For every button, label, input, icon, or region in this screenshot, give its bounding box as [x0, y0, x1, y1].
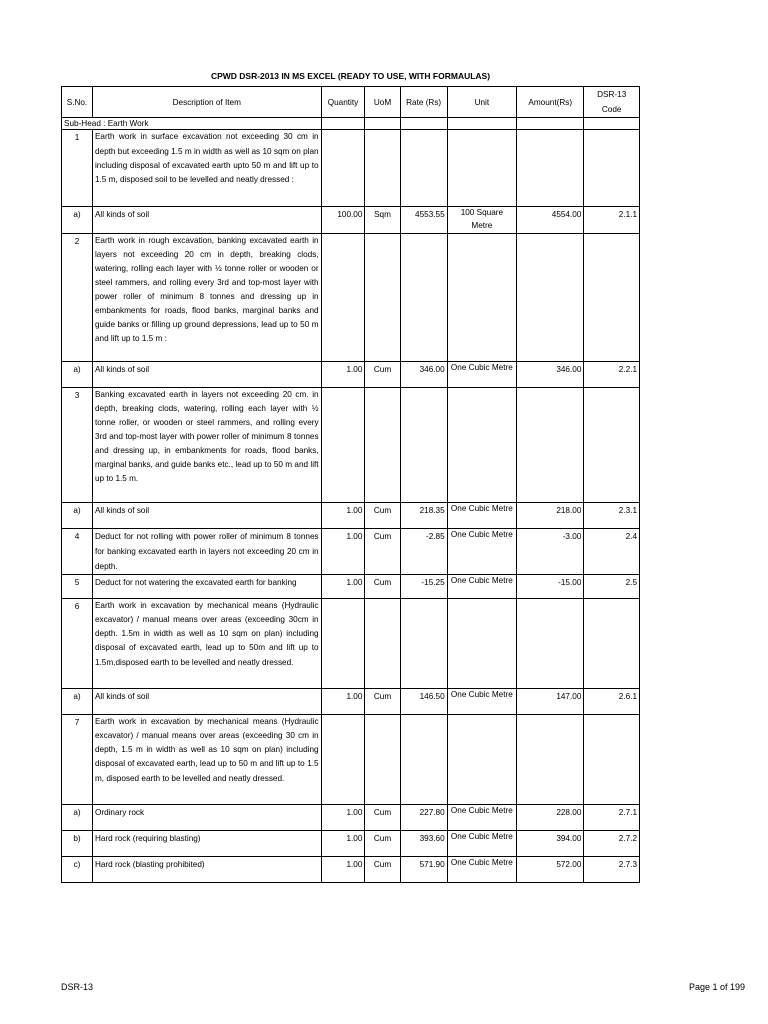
row-rate: 146.50: [400, 689, 447, 715]
header-code: DSR-13 Code: [584, 87, 640, 118]
table-row: [62, 130, 640, 207]
row-uom: Cum: [365, 361, 400, 387]
row-rate: -2.85: [400, 528, 447, 575]
footer-doc-label: DSR-13: [61, 982, 94, 992]
row-quantity: 1.00: [321, 575, 365, 599]
row-amount: [517, 599, 584, 689]
table-row: [62, 361, 640, 387]
row-quantity: [321, 387, 365, 502]
subhead-row: [62, 118, 640, 130]
row-description: All kinds of soil: [92, 361, 321, 387]
row-uom: Cum: [365, 805, 400, 831]
row-uom: [365, 387, 400, 502]
row-quantity: 1.00: [321, 805, 365, 831]
row-unit: 100 Square Metre: [447, 207, 516, 233]
row-sno: a): [62, 689, 93, 715]
row-amount: 346.00: [517, 361, 584, 387]
row-rate: [400, 599, 447, 689]
row-uom: [365, 599, 400, 689]
row-sno: c): [62, 857, 93, 883]
row-sno: 7: [62, 715, 93, 805]
row-description: Deduct for not rolling with power roller of minimum 8 tonnes for banking excavated earth in layers not exceeding 20 cm in depth.: [92, 528, 321, 575]
row-sno: a): [62, 361, 93, 387]
row-description: Hard rock (requiring blasting): [92, 831, 321, 857]
row-description: Ordinary rock: [92, 805, 321, 831]
row-amount: [517, 387, 584, 502]
row-amount: 4554.00: [517, 207, 584, 233]
row-unit: One Cubic Metre: [447, 857, 516, 883]
row-sno: b): [62, 831, 93, 857]
row-code: 2.1.1: [584, 207, 640, 233]
row-description: Banking excavated earth in layers not exceeding 20 cm. in depth, breaking clods, watering, rolling each layer with ½ tonne roller, or wooden or steel rammers, and rolling every 3rd and top-most layer with power roller of minimum 8 tonnes and dressing up, in embankments for roads, flood banks, marginal banks, and guide banks etc., lead up to 50 m and lift up to 1.5 m.: [92, 387, 321, 502]
row-code: 2.2.1: [584, 361, 640, 387]
row-uom: Sqm: [365, 207, 400, 233]
row-amount: [517, 233, 584, 361]
row-sno: 2: [62, 233, 93, 361]
footer-page-number: Page 1 of 199: [688, 982, 745, 992]
row-unit: One Cubic Metre: [447, 528, 516, 575]
row-quantity: [321, 715, 365, 805]
header-sno: S.No.: [62, 87, 93, 118]
row-rate: 393.60: [400, 831, 447, 857]
row-quantity: 1.00: [321, 857, 365, 883]
rates-table: [61, 86, 640, 883]
row-unit: One Cubic Metre: [447, 689, 516, 715]
row-unit: [447, 715, 516, 805]
table-row: [62, 502, 640, 528]
row-unit: One Cubic Metre: [447, 361, 516, 387]
row-rate: [400, 130, 447, 207]
row-uom: Cum: [365, 831, 400, 857]
row-sno: a): [62, 207, 93, 233]
row-uom: Cum: [365, 528, 400, 575]
row-unit: One Cubic Metre: [447, 805, 516, 831]
row-rate: 4553.55: [400, 207, 447, 233]
row-code: 2.6.1: [584, 689, 640, 715]
row-amount: 147.00: [517, 689, 584, 715]
row-code: [584, 599, 640, 689]
row-quantity: 100.00: [321, 207, 365, 233]
table-row: [62, 207, 640, 233]
header-quantity: Quantity: [321, 87, 365, 118]
row-amount: 218.00: [517, 502, 584, 528]
row-uom: [365, 130, 400, 207]
row-sno: 5: [62, 575, 93, 599]
row-quantity: 1.00: [321, 528, 365, 575]
row-description: All kinds of soil: [92, 207, 321, 233]
row-rate: [400, 387, 447, 502]
table-row: [62, 857, 640, 883]
row-unit: One Cubic Metre: [447, 575, 516, 599]
row-amount: 228.00: [517, 805, 584, 831]
row-unit: [447, 233, 516, 361]
subhead-label: Sub-Head : Earth Work: [62, 118, 322, 130]
table-row: [62, 528, 640, 575]
header-row: [62, 87, 640, 118]
row-code: 2.7.1: [584, 805, 640, 831]
row-description: Hard rock (blasting prohibited): [92, 857, 321, 883]
row-rate: 227.80: [400, 805, 447, 831]
header-amount: Amount(Rs): [517, 87, 584, 118]
table-row: [62, 715, 640, 805]
row-uom: [365, 715, 400, 805]
row-quantity: 1.00: [321, 361, 365, 387]
row-sno: 6: [62, 599, 93, 689]
row-quantity: [321, 233, 365, 361]
row-unit: One Cubic Metre: [447, 502, 516, 528]
row-quantity: [321, 130, 365, 207]
row-description: Earth work in excavation by mechanical means (Hydraulic excavator) / manual means over areas (exceeding 30 cm in depth, 1.5 m in width as well as 10 sqm on plan) including disposal of excavated earth, lead up to 50 m and lift up to 1.5 m, disposed earth to be levelled and neatly dressed.: [92, 715, 321, 805]
row-code: 2.3.1: [584, 502, 640, 528]
row-description: Deduct for not watering the excavated earth for banking: [92, 575, 321, 599]
row-description: Earth work in rough excavation, banking excavated earth in layers not exceeding 20 cm in depth, breaking clods, watering, rolling each layer with ½ tonne roller or wooden or steel rammers, and rolling every 3rd and top-most layer with power roller of minimum 8 tonnes and dressing up in embankments for roads, flood banks, marginal banks and guide banks or filling up ground depressions, lead up to 50 m and lift up to 1.5 m :: [92, 233, 321, 361]
row-sno: a): [62, 502, 93, 528]
row-unit: [447, 130, 516, 207]
row-sno: a): [62, 805, 93, 831]
row-sno: 3: [62, 387, 93, 502]
row-code: 2.5: [584, 575, 640, 599]
row-amount: -3.00: [517, 528, 584, 575]
row-code: 2.4: [584, 528, 640, 575]
row-unit: [447, 599, 516, 689]
row-rate: 346.00: [400, 361, 447, 387]
row-unit: One Cubic Metre: [447, 831, 516, 857]
row-rate: 218.35: [400, 502, 447, 528]
row-rate: 571.90: [400, 857, 447, 883]
row-uom: Cum: [365, 575, 400, 599]
row-rate: -15.25: [400, 575, 447, 599]
row-quantity: 1.00: [321, 502, 365, 528]
row-uom: Cum: [365, 502, 400, 528]
row-code: [584, 387, 640, 502]
row-sno: 1: [62, 130, 93, 207]
row-code: [584, 130, 640, 207]
row-amount: 394.00: [517, 831, 584, 857]
table-row: [62, 599, 640, 689]
row-sno: 4: [62, 528, 93, 575]
row-code: 2.7.3: [584, 857, 640, 883]
table-row: [62, 831, 640, 857]
row-uom: Cum: [365, 857, 400, 883]
page-title: CPWD DSR-2013 IN MS EXCEL (READY TO USE, WITH FORMAULAS): [210, 71, 491, 81]
row-amount: [517, 715, 584, 805]
row-uom: [365, 233, 400, 361]
row-rate: [400, 233, 447, 361]
header-uom: UoM: [365, 87, 400, 118]
row-amount: -15.00: [517, 575, 584, 599]
table-row: [62, 387, 640, 502]
row-amount: 572.00: [517, 857, 584, 883]
row-quantity: [321, 599, 365, 689]
row-rate: [400, 715, 447, 805]
row-code: [584, 233, 640, 361]
table-row: [62, 233, 640, 361]
row-description: All kinds of soil: [92, 502, 321, 528]
row-quantity: 1.00: [321, 689, 365, 715]
row-quantity: 1.00: [321, 831, 365, 857]
header-unit: Unit: [447, 87, 516, 118]
table-row: [62, 689, 640, 715]
row-amount: [517, 130, 584, 207]
row-uom: Cum: [365, 689, 400, 715]
row-description: Earth work in excavation by mechanical means (Hydraulic excavator) / manual means over areas (exceeding 30cm in depth. 1.5m in width as well as 10 sqm on plan) including disposal of excavated earth, lead up to 50m and lift up to 1.5m,disposed earth to be levelled and neatly dressed.: [92, 599, 321, 689]
row-code: [584, 715, 640, 805]
header-rate: Rate (Rs): [400, 87, 447, 118]
table-row: [62, 805, 640, 831]
header-description: Description of Item: [92, 87, 321, 118]
table-row: [62, 575, 640, 599]
row-description: Earth work in surface excavation not exceeding 30 cm in depth but exceeding 1.5 m in width as well as 10 sqm on plan including disposal of excavated earth upto 50 m and lift up to 1.5 m, disposed soil to be levelled and neatly dressed :: [92, 130, 321, 207]
row-description: All kinds of soil: [92, 689, 321, 715]
row-unit: [447, 387, 516, 502]
row-code: 2.7.2: [584, 831, 640, 857]
